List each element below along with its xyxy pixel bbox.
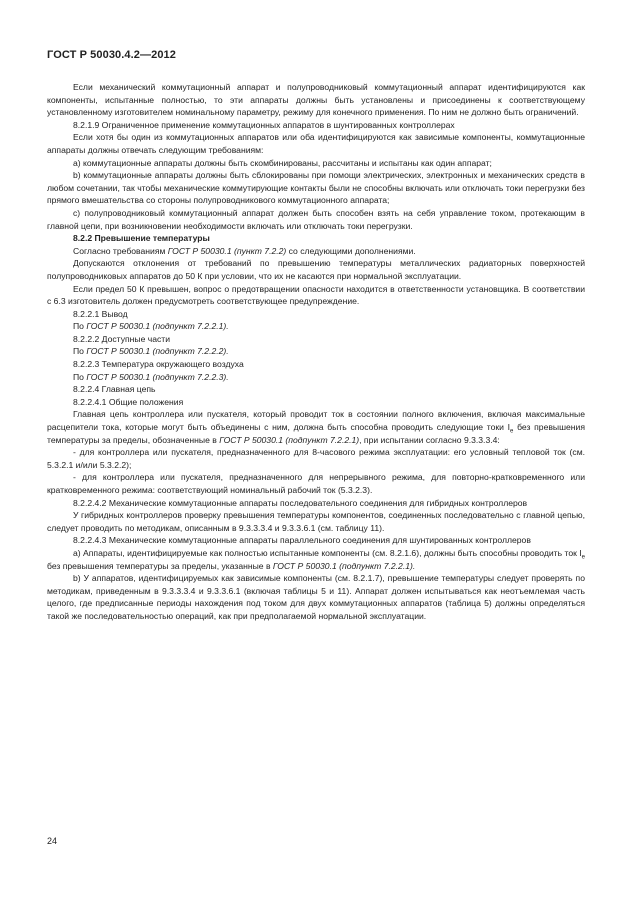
subclause-heading: 8.2.2.4 Главная цепь (73, 384, 156, 395)
paragraph (47, 408, 585, 446)
list-item: а) коммутационные аппараты должны быть скомбинированы, рассчитаны и испытаны как один аппарат; (73, 157, 492, 168)
section-heading: 8.2.2 Превышение температуры (73, 233, 210, 244)
paragraph: Если предел 50 К превышен, вопрос о предотвращении опасности находится в ответственности установщика. В соответствии с 6.3 изготовитель должен предусмотреть соответствующее предупреждение. (47, 283, 585, 307)
subclause-heading: 8.2.2.4.2 Механические коммутационные аппараты последовательного соединения для гибридных контроллеров (73, 497, 528, 508)
text: , при испытании согласно 9.3.3.3.4: (359, 434, 500, 445)
list-item: с) полупроводниковый коммутационный аппарат должен быть способен взять на себя управление током, протекающим в главной цепи, при возникновении необходимости включать или отключать токи перегрузки. (47, 207, 585, 231)
list-item: - для контроллера или пускателя, предназначенного для 8-часового режима эксплуатации: его условный тепловой ток (см. 5.3.2.1 и/или 5.3.2.2); (47, 447, 585, 470)
text: Согласно требованиям (73, 245, 168, 256)
standard-reference: ГОСТ Р 50030.1 (подпункт 7.2.2.3). (86, 371, 229, 382)
document-body (47, 81, 585, 623)
subscript: e (581, 554, 585, 561)
subscript: e (510, 428, 514, 435)
standard-reference: ГОСТ Р 50030.1 (пункт 7.2.2) (167, 245, 287, 256)
paragraph (47, 371, 585, 384)
text: без превышения температуры за пределы, обозначенные в (47, 422, 585, 445)
standard-reference: ГОСТ Р 50030.1 (подпункт 7.2.2.1). (272, 560, 416, 571)
paragraph: Если хотя бы один из коммутационных аппаратов или оба идентифицируются как зависимые компоненты, коммутационные аппараты должны отвечать следующим требованиям: (47, 132, 585, 155)
standard-reference: ГОСТ Р 50030.1 (подпункт 7.2.2.2). (86, 346, 229, 357)
text: со следующими дополнениями. (286, 245, 416, 256)
subclause-heading: 8.2.2.2 Доступные части (73, 333, 171, 344)
subclause-heading: 8.2.2.4.1 Общие положения (73, 396, 184, 407)
paragraph (47, 245, 585, 258)
list-item: b) коммутационные аппараты должны быть сблокированы при помощи электрических, электронных и механических средств в любом сочетании, так чтобы механические коммутирующие контакты были не способны включать или отключать токи перегрузки без прямого вмешательства со стороны полупроводникового коммутационного аппарата; (47, 170, 585, 206)
text: а) Аппараты, идентифицируемые как полностью испытанные компоненты (см. 8.2.1.6), должны быть способны проводить ток I (73, 547, 582, 558)
subclause-heading: 8.2.2.3 Температура окружающего воздуха (73, 359, 244, 370)
subclause-heading: 8.2.1.9 Ограниченное применение коммутационных аппаратов в шунтированных контроллерах (73, 119, 455, 130)
paragraph: Если механический коммутационный аппарат и полупроводниковый коммутационный аппарат идентифицируются как компоненты, испытанные полностью, то эти аппараты должны быть установлены и присоединены к соответствующему установленному изготовителем номинальному параметру, режиму для конечного применения. По ним не должно быть ограничений. (47, 82, 585, 118)
list-item (47, 547, 585, 572)
paragraph (47, 320, 585, 333)
text: без превышения температуры за пределы, указанные в (47, 560, 273, 571)
subclause-heading: 8.2.2.1 Вывод (73, 308, 128, 319)
page-header: ГОСТ Р 50030.4.2—2012 (47, 49, 176, 61)
subclause-heading: 8.2.2.4.3 Механические коммутационные аппараты параллельного соединения для шунтированных контроллеров (73, 535, 531, 546)
text: Главная цепь контроллера или пускателя, который проводит ток в состоянии полного включения, включая максимальные расцепители тока, которые могут быть объединены с ним, должна быть способна проводить следующие токи I (47, 409, 585, 433)
standard-reference: ГОСТ Р 50030.1 (подпункт 7.2.2.1) (219, 434, 360, 445)
paragraph (47, 345, 585, 358)
paragraph: У гибридных контроллеров проверку превышения температуры компонентов, соединенных последовательно с главной цепью, следует проводить по методикам, описанным в 9.3.3.3.4 и 9.3.3.6.1 (см. таблицу 11). (47, 510, 585, 533)
page-number: 24 (47, 836, 58, 846)
text: По (73, 371, 87, 382)
standard-reference: ГОСТ Р 50030.1 (подпункт 7.2.2.1). (86, 321, 229, 332)
list-item: - для контроллера или пускателя, предназначенного для непрерывного режима, для повторно-кратковременного или кратковременного режима: соответствующий номинальный рабочий ток (5.3.2.3). (47, 472, 585, 495)
text: По (73, 346, 87, 357)
text: По (73, 321, 87, 332)
list-item: b) У аппаратов, идентифицируемых как зависимые компоненты (см. 8.2.1.7), превышение температуры следует проверять по методикам, приведенным в 9.3.3.3.4 и 9.3.3.6.1 (включая таблицы 5 и 11). Аппарат должен испытываться как неотъемлемая часть целого, где предписанные периоды нахождения под током для двух коммутационных аппаратов (таблица 5) должны определяться такой же последовательностью операций, как при предполагаемой нормальной эксплуатации. (47, 573, 585, 621)
paragraph: Допускаются отклонения от требований по превышению температуры металлических радиаторных поверхностей полупроводниковых аппаратов до 50 К при условии, что их не касаются при нормальной эксплуатации. (47, 258, 585, 281)
